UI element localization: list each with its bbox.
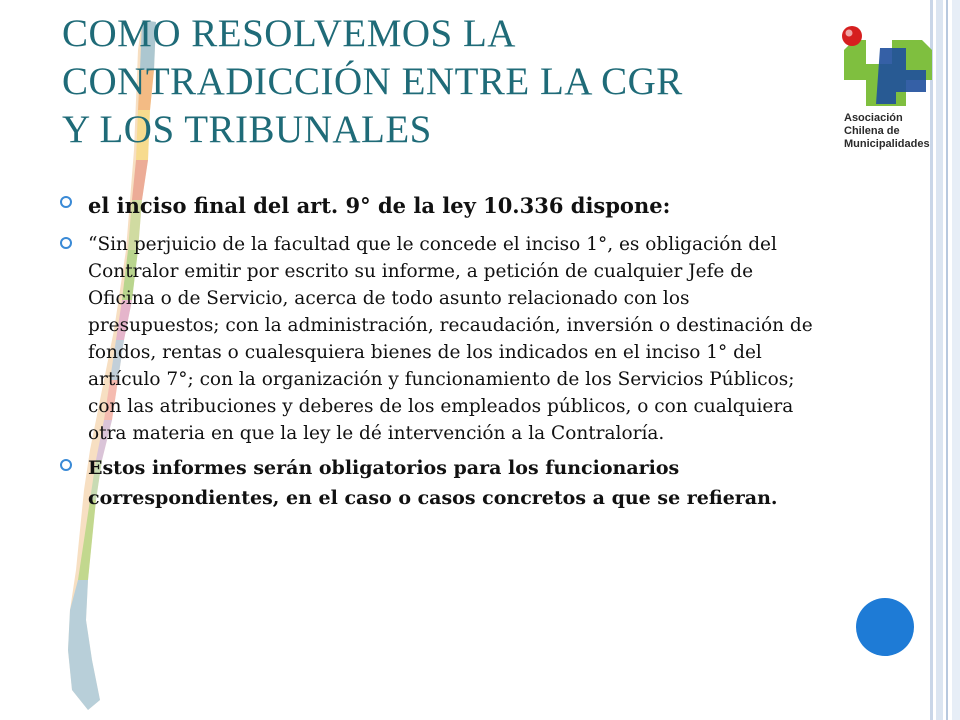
right-border-rails — [930, 0, 960, 720]
bullet-text: el inciso final del art. 9° de la ley 10.336 dispone: — [88, 193, 671, 218]
bullet-item — [60, 231, 820, 447]
bullet-ring-icon — [60, 196, 72, 208]
logo-line: Municipalidades — [844, 138, 930, 150]
logo-line: Asociación — [844, 112, 903, 124]
bullet-text: “Sin perjuicio de la facultad que le concede el inciso 1°, es obligación del Contralor emitir por escrito su informe, a petición de cualquier Jefe de Oficina o de Servicio, acerca de todo asunto relacionado con los presupuestos; con la administración, recaudación, inversión o destinación de fondos, rentas o cualesquiera bienes de los indicados en el inciso 1° del artículo 7°; con la organización y funcionamiento de los Servicios Públicos; con las atribuciones y deberes de los empleados públicos, o con cualquiera otra materia en que la ley le dé intervención a la Contraloría. — [88, 234, 813, 444]
decorative-circle — [856, 598, 914, 656]
border-rail — [946, 0, 948, 720]
border-rail — [952, 0, 960, 720]
title-line: CONTRADICCIÓN ENTRE LA CGR — [62, 60, 683, 103]
slide-title — [62, 10, 822, 154]
logo-text — [844, 112, 944, 151]
bullet-item — [60, 453, 820, 513]
logo-line: Chilena de — [844, 125, 900, 137]
bullet-list — [60, 190, 820, 513]
bullet-ring-icon — [60, 459, 72, 471]
border-rail — [936, 0, 943, 720]
bullet-text: Estos informes serán obligatorios para los funcionarios correspondientes, en el caso o casos concretos a que se refieran. — [88, 457, 778, 509]
bullet-item — [60, 190, 820, 221]
title-line: Y LOS TRIBUNALES — [62, 108, 432, 151]
bullet-ring-icon — [60, 237, 72, 249]
title-line: COMO RESOLVEMOS LA — [62, 12, 516, 55]
